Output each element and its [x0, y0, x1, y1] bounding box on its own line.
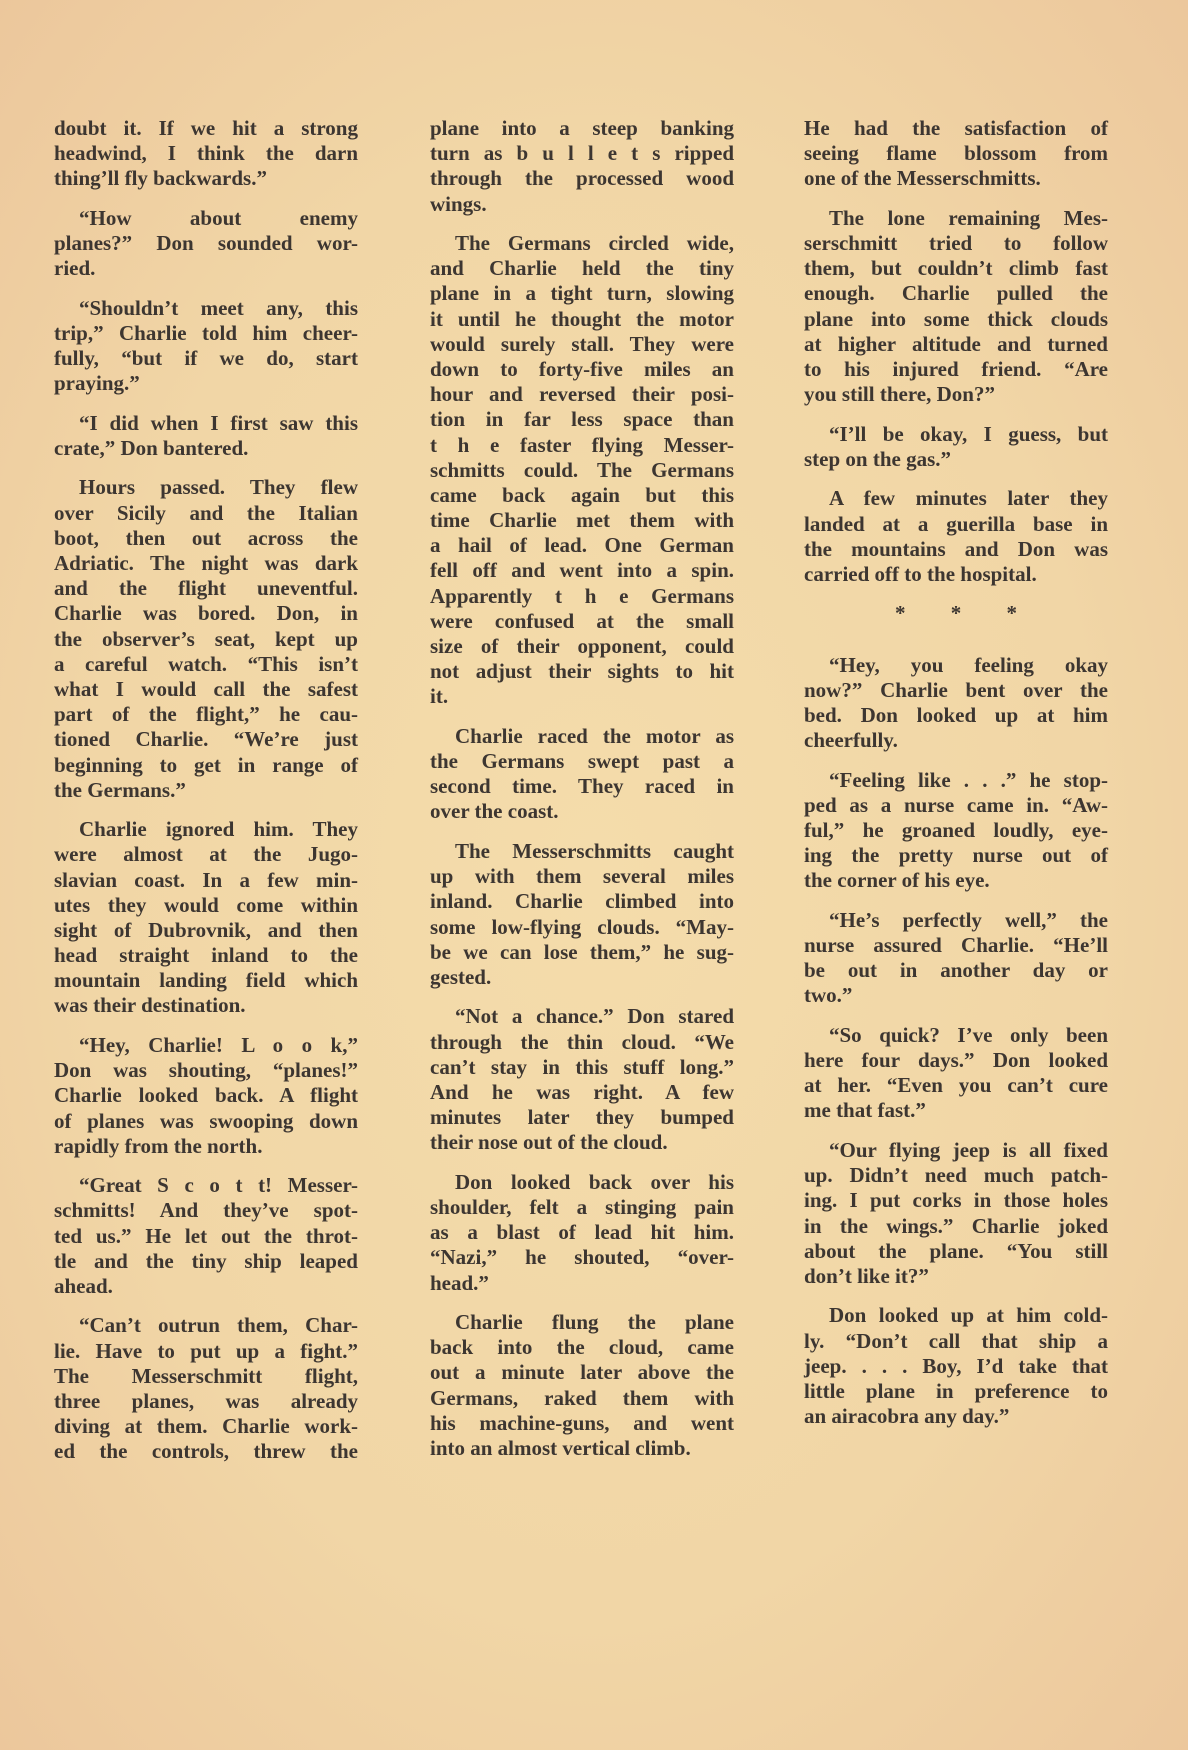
text-line: The Messerschmitts caught — [455, 838, 734, 863]
text-line: Charlie ignored him. They — [79, 817, 358, 842]
paragraph — [54, 817, 358, 1019]
text-line: through the processed wood — [430, 166, 734, 191]
text-line: Hours passed. They flew — [79, 475, 358, 500]
text-line: carried off to the hospital. — [804, 561, 1037, 586]
paragraph — [804, 768, 1108, 894]
text-column-right — [804, 116, 1108, 1444]
text-line: Don was shouting, “planes!” — [54, 1058, 358, 1083]
text-line: the Germans.” — [54, 777, 186, 802]
text-line: rapidly from the north. — [54, 1133, 263, 1158]
text-line: nurse assured Charlie. “He’ll — [804, 933, 1108, 958]
text-line: his machine-guns, and went — [430, 1410, 734, 1435]
text-line: headwind, I think the darn — [54, 141, 358, 166]
text-line: little plane in preference to — [804, 1378, 1108, 1403]
text-line: planes?” Don sounded wor- — [54, 231, 358, 256]
paragraph — [54, 296, 358, 397]
paragraph — [430, 116, 734, 217]
text-line: Adriatic. The night was dark — [54, 551, 358, 575]
text-line: beginning to get in range of — [54, 752, 358, 777]
text-line: The Messerschmitt flight, — [54, 1363, 358, 1388]
paragraph — [804, 908, 1108, 1009]
text-line: plane in a tight turn, slowing — [430, 281, 734, 306]
paragraph — [430, 724, 734, 825]
text-line: of planes was swooping down — [54, 1108, 358, 1133]
text-line: you still there, Don?” — [804, 382, 995, 407]
text-line: crate,” Don bantered. — [54, 435, 249, 460]
text-line: second time. They raced in — [430, 774, 734, 799]
text-line: landed at a guerilla base in — [804, 511, 1108, 536]
text-line: t h e faster flying Messer- — [430, 432, 734, 457]
text-line: plane into some thick clouds — [804, 306, 1108, 331]
text-line: time Charlie met them with — [430, 508, 734, 533]
text-line: trip,” Charlie told him cheer- — [54, 320, 358, 345]
text-line: don’t like it?” — [804, 1263, 929, 1288]
text-line: to his injured friend. “Are — [804, 356, 1108, 381]
text-line: head straight inland to the — [54, 943, 358, 968]
text-line: can’t stay in this stuff long.” — [430, 1054, 734, 1079]
text-line: ped as a nurse came in. “Aw- — [804, 792, 1108, 817]
text-line: “Feeling like . . .” he stop- — [829, 767, 1108, 792]
text-line: a hail of lead. One German — [430, 533, 734, 558]
text-line: out a minute later above the — [430, 1360, 734, 1385]
text-line: tioned Charlie. “We’re just — [54, 727, 358, 752]
text-line: one of the Messerschmitts. — [804, 166, 1041, 191]
text-line: at higher altitude and turned — [804, 331, 1108, 356]
text-line: ing. I put corks in those holes — [804, 1188, 1108, 1213]
paragraph — [804, 1023, 1108, 1124]
text-line: slavian coast. In a few min- — [54, 867, 358, 892]
text-line: “Hey, you feeling okay — [829, 652, 1108, 677]
text-line: up with them several miles — [430, 864, 734, 889]
text-line: in the wings.” Charlie joked — [804, 1213, 1108, 1238]
text-line: seeing flame blossom from — [804, 141, 1108, 166]
text-line: Charlie raced the motor as — [455, 723, 734, 748]
text-line: “Hey, Charlie! L o o k,” — [79, 1032, 358, 1057]
text-line: shoulder, felt a stinging pain — [430, 1194, 734, 1219]
text-line: hour and reversed their posi- — [430, 382, 734, 407]
text-line: be out in another day or — [804, 958, 1108, 983]
text-line: ful,” he groaned loudly, eye- — [804, 818, 1108, 842]
text-line: it until he thought the motor — [430, 306, 734, 331]
text-line: me that fast.” — [804, 1098, 926, 1123]
text-line: wings. — [430, 191, 487, 216]
text-line: the corner of his eye. — [804, 868, 990, 893]
text-line: “He’s perfectly well,” the — [829, 907, 1108, 932]
text-line: jeep. . . . Boy, I’d take that — [804, 1353, 1108, 1378]
paragraph — [54, 116, 358, 192]
text-line: sight of Dubrovnik, and then — [54, 917, 358, 942]
text-line: ried. — [54, 256, 96, 281]
text-line: two.” — [804, 983, 853, 1008]
text-line: about the plane. “You still — [804, 1238, 1108, 1263]
text-line: boot, then out across the — [54, 525, 358, 550]
text-line: what I would call the safest — [54, 676, 358, 701]
text-line: up. Didn’t need much patch- — [804, 1163, 1108, 1188]
text-line: “I’ll be okay, I guess, but — [829, 421, 1108, 446]
text-line: praying.” — [54, 371, 140, 396]
text-line: ing the pretty nurse out of — [804, 843, 1108, 868]
paragraph — [54, 1033, 358, 1159]
text-line: lie. Have to put up a fight.” — [54, 1338, 358, 1363]
paragraph — [804, 653, 1108, 754]
text-line: “How about enemy — [79, 205, 358, 230]
text-line: head.” — [430, 1270, 489, 1295]
text-line: plane into a steep banking — [430, 116, 734, 140]
text-line: Charlie flung the plane — [455, 1310, 734, 1335]
text-line: The lone remaining Mes- — [829, 205, 1108, 230]
text-line: back into the cloud, came — [430, 1335, 734, 1360]
text-line: Apparently t h e Germans — [430, 583, 734, 608]
text-line: and the flight uneventful. — [54, 576, 358, 601]
text-line: thing’ll fly backwards.” — [54, 166, 267, 191]
text-line: And he was right. A few — [430, 1079, 734, 1104]
text-line: the Germans swept past a — [430, 749, 734, 774]
paragraph — [804, 116, 1108, 192]
text-line: ly. “Don’t call that ship a — [804, 1328, 1108, 1353]
text-line: “I did when I first saw this — [79, 410, 358, 435]
text-line: their nose out of the cloud. — [430, 1130, 668, 1155]
text-line: inland. Charlie climbed into — [430, 889, 734, 914]
paragraph — [54, 1313, 358, 1464]
text-line: at her. “Even you can’t cure — [804, 1073, 1108, 1098]
text-line: bed. Don looked up at him — [804, 702, 1108, 727]
paragraph — [430, 1004, 734, 1155]
text-line: the mountains and Don was — [804, 536, 1108, 561]
text-line: Charlie looked back. A flight — [54, 1083, 358, 1108]
text-line: diving at them. Charlie work- — [54, 1414, 358, 1439]
text-line: utes they would come within — [54, 892, 358, 917]
text-line: “Great S c o t t! Messer- — [79, 1173, 358, 1198]
text-line: over Sicily and the Italian — [54, 500, 358, 525]
text-line: “Not a chance.” Don stared — [455, 1004, 734, 1029]
paragraph — [430, 1170, 734, 1296]
text-column-left — [54, 116, 358, 1479]
text-line: now?” Charlie bent over the — [804, 677, 1108, 702]
text-line: fully, “but if we do, start — [54, 346, 358, 371]
text-line: it. — [430, 684, 449, 709]
text-line: fell off and went into a spin. — [430, 558, 734, 583]
text-line: tle and the tiny ship leaped — [54, 1248, 358, 1273]
text-column-middle — [430, 116, 734, 1475]
text-line: turn as b u l l e t s ripped — [430, 141, 734, 166]
text-line: doubt it. If we hit a strong — [54, 116, 358, 140]
text-line: them, but couldn’t climb fast — [804, 256, 1108, 281]
paragraph — [430, 839, 734, 990]
text-line: serschmitt tried to follow — [804, 231, 1108, 256]
text-line: ahead. — [54, 1273, 113, 1298]
text-line: were confused at the small — [430, 608, 734, 633]
text-line: Don looked back over his — [455, 1169, 734, 1194]
text-line: size of their opponent, could — [430, 634, 734, 659]
text-line: be we can lose them,” he sug- — [430, 939, 734, 964]
paragraph — [804, 1138, 1108, 1289]
text-line: would surely stall. They were — [430, 331, 734, 356]
text-line: and Charlie held the tiny — [430, 256, 734, 281]
text-line: here four days.” Don looked — [804, 1048, 1108, 1073]
text-line: cheerfully. — [804, 728, 898, 753]
text-line: into an almost vertical climb. — [430, 1435, 691, 1460]
text-line: Charlie was bored. Don, in — [54, 601, 358, 626]
text-line: He had the satisfaction of — [804, 116, 1108, 140]
paragraph — [54, 475, 358, 802]
paragraph — [54, 411, 358, 461]
text-line: were almost at the Jugo- — [54, 842, 358, 867]
text-line: the observer’s seat, kept up — [54, 626, 358, 651]
paragraph — [804, 486, 1108, 587]
text-line: ed the controls, threw the — [54, 1439, 358, 1464]
text-line: schmitts! And they’ve spot- — [54, 1198, 358, 1223]
paragraph — [430, 1310, 734, 1461]
text-line: minutes later they bumped — [430, 1105, 734, 1130]
text-line: A few minutes later they — [829, 486, 1108, 511]
section-break: * * * — [895, 601, 1037, 626]
text-line: The Germans circled wide, — [455, 231, 734, 256]
text-line: “Shouldn’t meet any, this — [79, 295, 358, 320]
text-line: Germans, raked them with — [430, 1385, 734, 1410]
text-line: ted us.” He let out the throt- — [54, 1223, 358, 1248]
paragraph — [804, 422, 1108, 472]
text-line: down to forty-five miles an — [430, 356, 734, 381]
paragraph — [54, 1173, 358, 1299]
paragraph — [54, 206, 358, 282]
paragraph — [804, 1303, 1108, 1429]
text-line: tion in far less space than — [430, 407, 734, 432]
text-line: not adjust their sights to hit — [430, 659, 734, 684]
text-line: as a blast of lead hit him. — [430, 1220, 734, 1245]
text-line: “Nazi,” he shouted, “over- — [430, 1245, 734, 1270]
text-line: a careful watch. “This isn’t — [54, 651, 358, 676]
text-line: enough. Charlie pulled the — [804, 281, 1108, 306]
text-line: some low-flying clouds. “May- — [430, 914, 734, 939]
text-line: mountain landing field which — [54, 968, 358, 993]
paragraph — [430, 231, 734, 710]
text-line: was their destination. — [54, 993, 246, 1018]
text-line: through the thin cloud. “We — [430, 1029, 734, 1054]
text-line: “So quick? I’ve only been — [829, 1022, 1108, 1047]
text-line: over the coast. — [430, 799, 559, 824]
text-line: step on the gas.” — [804, 446, 952, 471]
text-line: came back again but this — [430, 482, 734, 507]
text-line: part of the flight,” he cau- — [54, 702, 358, 727]
text-line: an airacobra any day.” — [804, 1404, 1010, 1429]
text-line: Don looked up at him cold- — [829, 1303, 1108, 1328]
text-line: gested. — [430, 964, 492, 989]
text-line: schmitts could. The Germans — [430, 457, 734, 482]
text-line: “Our flying jeep is all fixed — [829, 1137, 1108, 1162]
text-line: three planes, was already — [54, 1389, 358, 1413]
text-line: “Can’t outrun them, Char- — [79, 1313, 358, 1338]
paragraph — [804, 206, 1108, 408]
